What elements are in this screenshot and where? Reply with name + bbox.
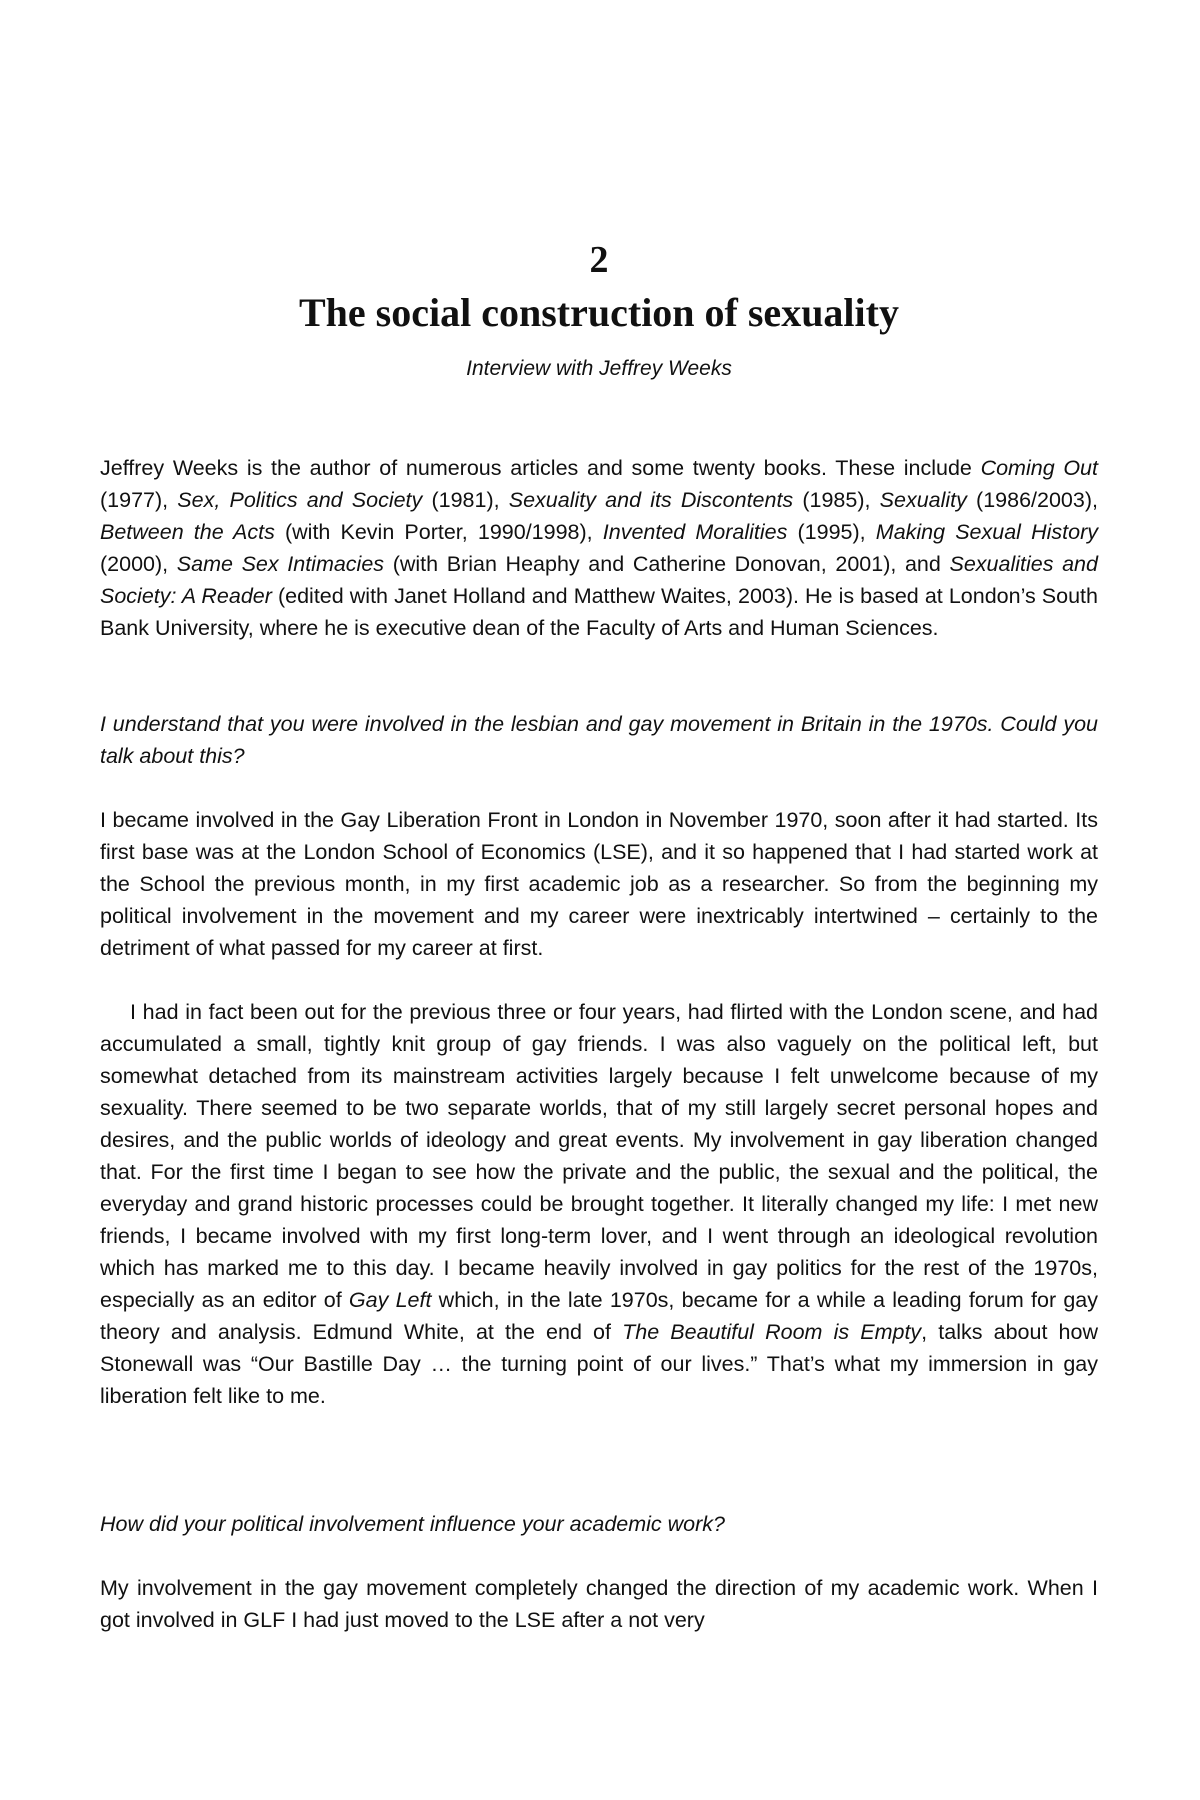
intro-text: (1986/2003), — [966, 488, 1098, 512]
intro-text: (1985), — [793, 488, 880, 512]
author-introduction — [100, 452, 1098, 644]
book-title: Invented Moralities — [602, 520, 788, 544]
answer-text: I had in fact been out for the previous three or four years, had flirted with the London scene, and had accumulated a small, tightly knit group of gay friends. I was also vaguely on the political left, but somewhat detached from its mainstream activities largely because I felt unwelcome because of my sexuality. There seemed to be two separate worlds, that of my still largely secret personal hopes and desires, and the public worlds of ideology and great events. My involvement in gay liberation changed that. For the first time I began to see how the private and the public, the sexual and the political, the everyday and grand historic processes could be brought together. It literally changed my life: I met new friends, I became involved with my first long-term lover, and I went through an ideological revolution which has marked me to this day. I became heavily involved in gay politics for the rest of the 1970s, especially as an editor of — [100, 1000, 1098, 1312]
intro-text: (1995), — [787, 520, 876, 544]
intro-text: (2000), — [100, 552, 177, 576]
book-title: Making Sexual History — [875, 520, 1098, 544]
publication-title: Gay Left — [348, 1288, 432, 1312]
intro-text: (with Brian Heaphy and Catherine Donovan, 2001), and — [384, 552, 950, 576]
answer-text: , talks about how Stonewall was “Our Bastille Day … the turning point of our lives.” That’s what my immersion in gay liberation felt like to me. — [100, 1320, 1098, 1408]
book-title: Same Sex Intimacies — [176, 552, 385, 576]
chapter-title: The social construction of sexuality — [299, 290, 899, 335]
book-title: Sex, Politics and Society — [177, 488, 423, 512]
answer-paragraph: My involvement in the gay movement completely changed the direction of my academic work. When I got involved in GLF I had just moved to the LSE after a not very — [100, 1576, 1098, 1632]
interview-question-1: I understand that you were involved in the lesbian and gay movement in Britain in the 1970s. Could you talk about this? — [100, 712, 1098, 768]
book-title: Sexualities and Society: A Reader — [100, 552, 1098, 608]
intro-text: (1981), — [422, 488, 509, 512]
chapter-number: 2 — [589, 239, 609, 281]
answer-text: which, in the late 1970s, became for a while a leading forum for gay theory and analysis. Edmund White, at the end of — [100, 1288, 1098, 1344]
book-title: The Beautiful Room is Empty — [622, 1320, 922, 1344]
answer-paragraph — [100, 996, 1098, 1412]
book-title: Sexuality and its Discontents — [508, 488, 794, 512]
book-title: Sexuality — [879, 488, 967, 512]
intro-text: (with Kevin Porter, 1990/1998), — [274, 520, 603, 544]
chapter-subtitle: Interview with Jeffrey Weeks — [466, 357, 732, 380]
interview-question-2: How did your political involvement influence your academic work? — [100, 1512, 725, 1536]
intro-text: Jeffrey Weeks is the author of numerous articles and some twenty books. These include — [100, 456, 981, 480]
answer-paragraph: I became involved in the Gay Liberation Front in London in November 1970, soon after it had started. Its first base was at the London School of Economics (LSE), and it so happened that I had started work at the School the previous month, in my first academic job as a researcher. So from the beginning my political involvement in the movement and my career were inextricably intertwined – certainly to the detriment of what passed for my career at first. — [100, 808, 1098, 960]
intro-text: (1977), — [100, 488, 178, 512]
intro-text: (edited with Janet Holland and Matthew Waites, 2003). He is based at London’s South Bank University, where he is executive dean of the Faculty of Arts and Human Sciences. — [100, 584, 1098, 640]
book-page — [100, 0, 1098, 1800]
book-title: Coming Out — [980, 456, 1098, 480]
book-title: Between the Acts — [100, 520, 275, 544]
